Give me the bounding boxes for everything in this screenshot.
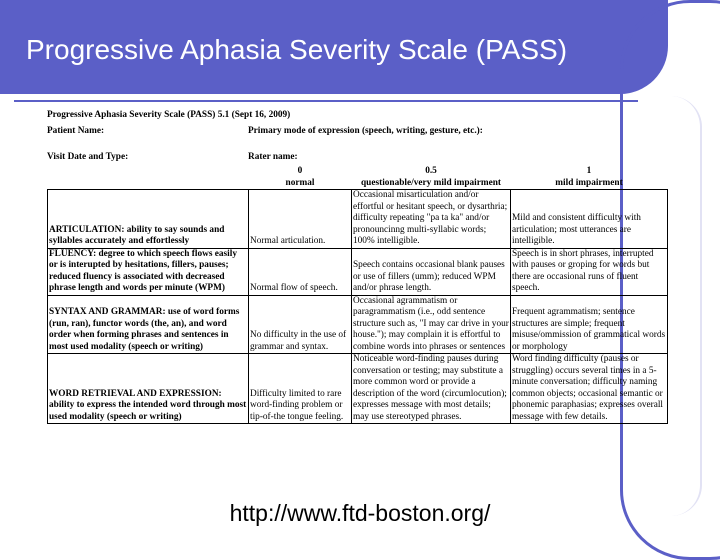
header-spacer — [48, 166, 249, 190]
table-row — [48, 295, 668, 354]
table-row — [48, 248, 668, 295]
visit-date-label: Visit Date and Type: — [47, 152, 129, 162]
cell-mild: Mild and consistent difficulty with articulation; most utterances are intelligible. — [511, 190, 668, 249]
rater-name-label: Rater name: — [248, 152, 298, 162]
table-row — [48, 190, 668, 249]
cell-normal: Normal flow of speech. — [249, 248, 352, 295]
column-header-mild: 1 mild impairment — [555, 166, 623, 188]
cell-questionable: Occasional agrammatism or paragrammatism (i.e., odd sentence structure such as, "I may car drive in your house."); may complain it is effortful to combine words into phrases or sentences — [353, 295, 509, 352]
dimension-articulation: ARTICULATION: ability to say sounds and syllables accurately and effortlessly — [48, 190, 249, 249]
cell-mild: Word finding difficulty (pauses or struggling) occurs several times in a 5-minute conversation; difficulty naming common objects; occasional semantic or phonemic paraphasias; expresses overall message with few details. — [511, 354, 668, 424]
cell-normal: No difficulty in the use of grammar and syntax. — [249, 295, 352, 354]
cell-normal: Normal articulation. — [249, 190, 352, 249]
cell-mild: Frequent agrammatism; sentence structures are simple; frequent misuse/ommission of grammatical words or morphology — [511, 295, 668, 354]
primary-mode-label: Primary mode of expression (speech, writing, gesture, etc.): — [248, 126, 483, 136]
column-header-questionable: 0.5 questionable/very mild impairment — [361, 166, 501, 188]
cell-mild: Speech is in short phrases, interrupted with pauses or groping for words but there are occasional runs of fluent speech. — [511, 248, 668, 295]
patient-name-label: Patient Name: — [47, 126, 105, 136]
slide-title: Progressive Aphasia Severity Scale (PASS) — [26, 34, 568, 65]
cell-questionable: Speech contains occasional blank pauses or use of fillers (umm); reduced WPM and/or phrase length. — [352, 248, 511, 295]
dimension-fluency: FLUENCY: degree to which speech flows easily or is interupted by hesitations, fillers, pauses; reduced fluency is associated with decreased phrase length and words per minute (WPM) — [48, 248, 249, 295]
visit-info-line — [47, 152, 667, 166]
cell-normal: Difficulty limited to rare word-finding problem or tip-of-the tongue feeling. — [249, 354, 352, 424]
cell-questionable: Occasional misarticulation and/or effortful or hesitant speech, or dysarthria; difficulty repeating "pa ta ka" and/or pronouncinng multi-syllabic words; 100% intelligible. — [352, 190, 511, 249]
table-row — [48, 354, 668, 424]
score-header-row — [48, 166, 668, 190]
severity-scale-table — [47, 166, 668, 424]
dimension-word-retrieval: WORD RETRIEVAL AND EXPRESSION: ability to express the intended word through most used modality (speech or writing) — [48, 354, 249, 424]
footer-url: http://www.ftd-boston.org/ — [229, 500, 491, 526]
patient-info-line — [47, 126, 667, 140]
cell-questionable: Noticeable word-finding pauses during conversation or testing; may substitute a more common word or provide a description of the word (circumlocution); expresses message with most details; may use stereotyped phrases. — [352, 354, 511, 424]
title-underline — [14, 100, 638, 102]
document-title: Progressive Aphasia Severity Scale (PASS) 5.1 (Sept 16, 2009) — [47, 110, 291, 120]
column-header-normal: 0 normal — [285, 166, 315, 188]
dimension-syntax-grammar: SYNTAX AND GRAMMAR: use of word forms (run, ran), functor words (the, an), and word order when forming phrases and sentences in most used modality (speech or writing) — [48, 295, 249, 354]
pass-document — [47, 110, 667, 424]
